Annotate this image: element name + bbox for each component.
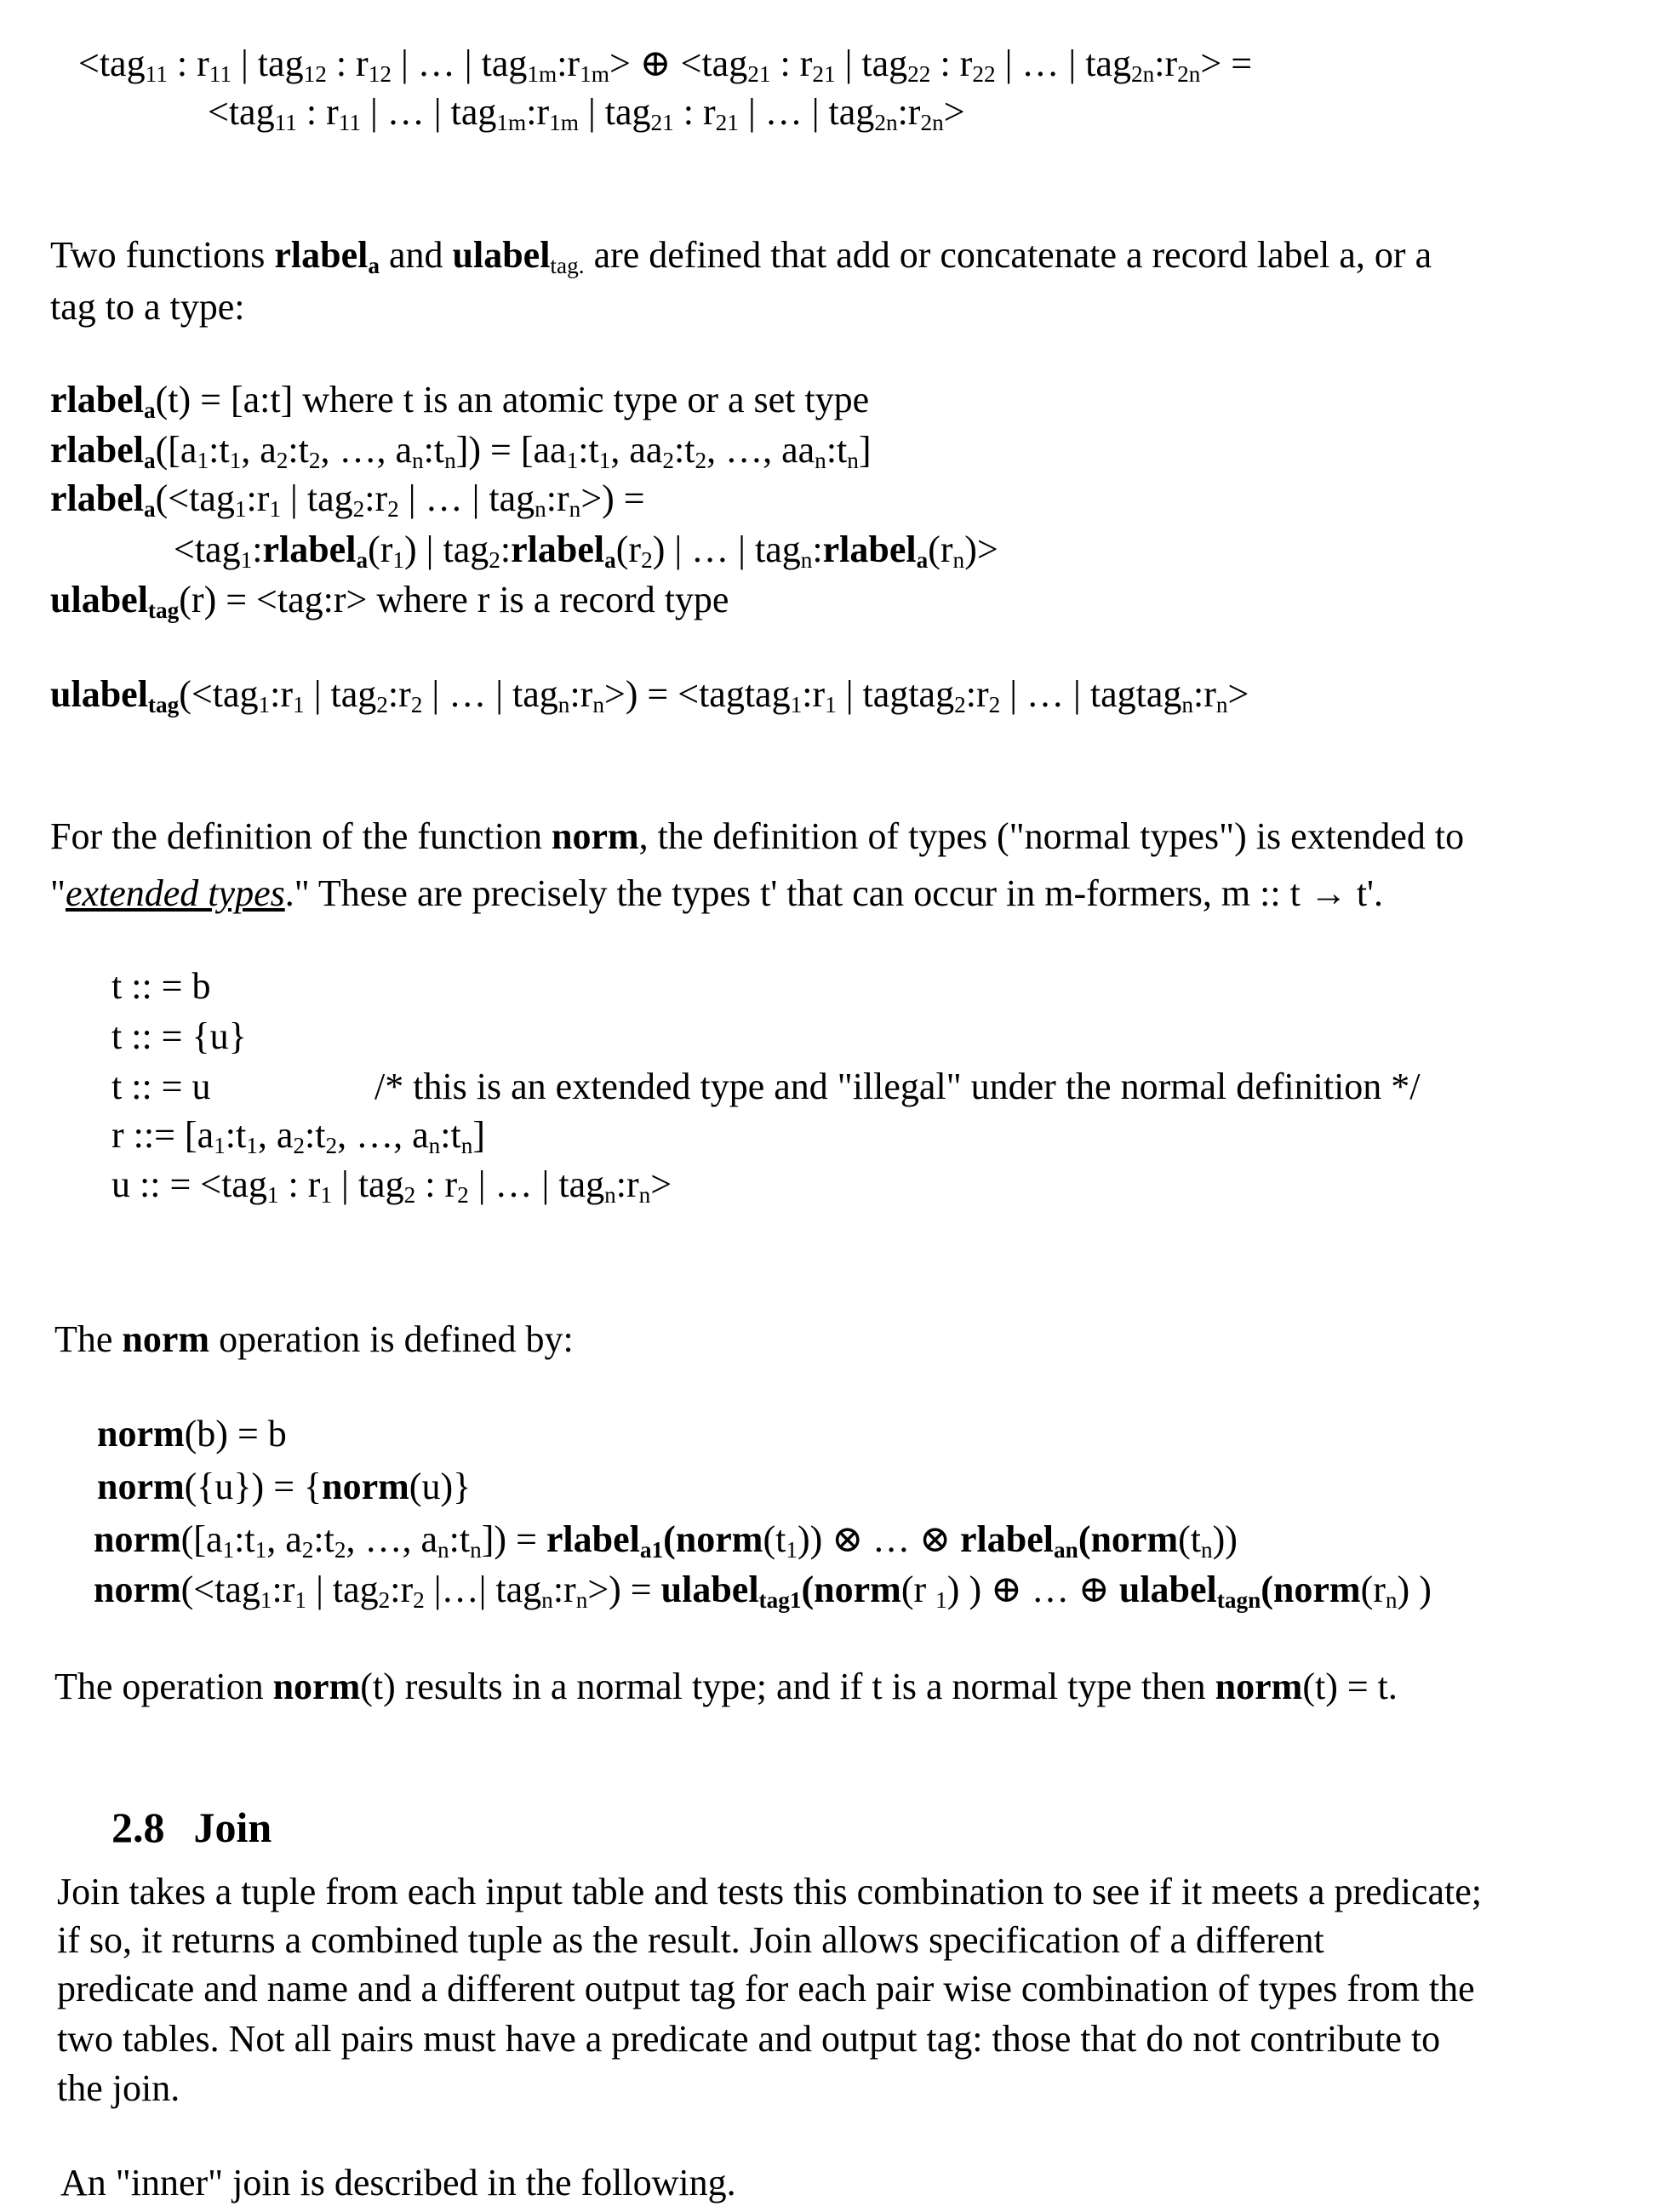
text-segment: ) ) ⊕ … ⊕ <box>947 1569 1119 1610</box>
bold-term: norm <box>94 1518 181 1560</box>
bold-term: norm <box>322 1466 409 1507</box>
text-segment: :t <box>226 1114 246 1156</box>
subscript-text: n <box>444 448 456 473</box>
subscript-text: 2 <box>411 692 423 717</box>
bold-term: norm <box>122 1318 209 1360</box>
subscript-text: n <box>437 1537 449 1563</box>
subscript-text: 1 <box>269 496 281 522</box>
rlabel-def-record <box>50 432 872 472</box>
subscript-text: 2 <box>353 496 365 522</box>
subscript-text: 11 <box>209 61 232 87</box>
text-segment: ]) = <box>482 1518 546 1560</box>
text-segment: (t) results in a normal type; and if t is a normal type then <box>360 1666 1215 1707</box>
text-segment: (t) = t. <box>1302 1666 1398 1707</box>
bold-term: rlabel <box>50 477 144 519</box>
subscript-text: n <box>639 1182 651 1208</box>
subscript-text: n <box>461 1133 473 1158</box>
bold-term: norm <box>94 1569 181 1610</box>
norm-result-statement <box>54 1668 1398 1706</box>
text-segment: > <box>1228 673 1249 715</box>
subscript-text: 1 <box>825 692 837 717</box>
text-segment: | … | tag <box>399 477 535 519</box>
text-segment: :r <box>1154 43 1177 84</box>
text-segment: :r <box>569 673 592 715</box>
grammar-r <box>111 1117 485 1157</box>
norm-intro-line-2 <box>50 875 1383 912</box>
subscript-text: n <box>541 1587 553 1613</box>
text-segment: (u)} <box>409 1466 471 1507</box>
text-segment: are defined that add or concatenate a record label a, or a <box>585 234 1432 276</box>
text-segment: | … | tag <box>469 1163 604 1205</box>
subscript-text: 2 <box>334 1537 346 1563</box>
text-segment: (t) = [a:t] where t is an atomic type or a set type <box>156 379 870 420</box>
subscript-text: 1 <box>599 448 611 473</box>
text-segment: (r <box>901 1569 935 1610</box>
text-segment: t :: = u <box>111 1066 211 1107</box>
text-segment: ) | … | tag <box>653 529 801 570</box>
text-segment: and <box>380 234 453 276</box>
subscript-text: 1 <box>293 692 305 717</box>
text-segment: >) = <box>580 477 644 519</box>
text-segment: :r <box>553 1569 576 1610</box>
text-segment: r ::= [a <box>111 1114 214 1156</box>
subscript-text: n <box>569 496 581 522</box>
text-segment: > <box>944 91 965 133</box>
text-segment: :r <box>616 1163 639 1205</box>
text-segment: | tag <box>305 673 377 715</box>
subscript-text: 2 <box>662 448 674 473</box>
text-segment: extended types <box>66 872 285 914</box>
bold-term: (norm <box>802 1569 901 1610</box>
bold-term: rlabel <box>546 1518 640 1560</box>
norm-defined-by <box>54 1321 574 1358</box>
text-segment: | tagtag <box>837 673 954 715</box>
subscript-text: 2 <box>489 547 500 573</box>
text-segment: :t <box>424 429 444 471</box>
text-segment: >) = <tagtag <box>604 673 791 715</box>
subscript-text: 2 <box>413 1587 425 1613</box>
text-segment: :r <box>557 43 580 84</box>
text-segment: :t <box>288 429 308 471</box>
subscript-text: n <box>1181 692 1193 717</box>
text-segment: operation is defined by: <box>209 1318 574 1360</box>
subscript-text: an <box>1054 1537 1078 1563</box>
subscript-text: tag. <box>550 253 584 278</box>
text-segment: | … | tag <box>739 91 874 133</box>
subscript-text: 2n <box>874 110 897 135</box>
text-segment: , …, aa <box>706 429 815 471</box>
bold-term: rlabel <box>50 429 144 471</box>
subscript-text: 1 <box>214 1133 226 1158</box>
text-segment: tag to a type: <box>50 286 245 328</box>
subscript-text: 1m <box>549 110 579 135</box>
text-segment: , aa <box>610 429 662 471</box>
text-segment: :r <box>1193 673 1216 715</box>
text-segment: :t <box>234 1518 254 1560</box>
text-segment: | tag <box>332 1163 404 1205</box>
norm-def-set <box>97 1468 471 1506</box>
text-segment: <tag <box>78 43 146 84</box>
section-heading <box>111 1806 272 1849</box>
join-paragraph-line: the join. <box>57 2070 180 2107</box>
subscript-text: 1m <box>496 110 526 135</box>
text-segment: > <box>650 1163 672 1205</box>
text-segment: : <box>812 529 822 570</box>
subscript-text: 2n <box>1131 61 1154 87</box>
subscript-text: 2 <box>309 448 321 473</box>
text-segment: :t <box>440 1114 460 1156</box>
text-segment: :t <box>209 429 229 471</box>
subscript-text: n <box>847 448 859 473</box>
rlabel-def-union-cont <box>174 531 998 572</box>
bold-term: rlabel <box>50 379 144 420</box>
subscript-text: a <box>356 547 368 573</box>
subscript-text: tag <box>148 692 179 717</box>
subscript-text: 1 <box>259 692 271 717</box>
text-segment: ] <box>472 1114 485 1156</box>
text-segment: /* this is an extended type and "illegal" under the normal definition */ <box>374 1066 1421 1107</box>
text-segment: | … | tag <box>392 43 527 84</box>
subscript-text: 1 <box>294 1587 306 1613</box>
text-segment: : r <box>674 91 716 133</box>
text-segment: u :: = <tag <box>111 1163 267 1205</box>
text-segment: (t <box>1178 1518 1201 1560</box>
bold-term: rlabel <box>511 529 604 570</box>
rlabel-def-union <box>50 480 645 521</box>
text-segment: For the definition of the function <box>50 815 552 857</box>
subscript-text: n <box>604 1182 616 1208</box>
text-segment: :r <box>802 673 825 715</box>
subscript-text: a <box>144 397 156 423</box>
text-segment: : <box>252 529 262 570</box>
bold-term: ulabel <box>50 579 148 620</box>
join-paragraph-line: two tables. Not all pairs must have a predicate and output tag: those that do not contribute to <box>57 2021 1440 2058</box>
subscript-text: 1m <box>527 61 557 87</box>
text-segment: :r <box>546 477 569 519</box>
text-segment: | … | tag <box>361 91 496 133</box>
label-functions-intro-line-2 <box>50 289 245 326</box>
text-segment: :r <box>898 91 921 133</box>
text-segment: : <box>500 529 511 570</box>
text-segment: <tag <box>174 529 241 570</box>
text-segment: : r <box>930 43 972 84</box>
text-segment: | … | tagtag <box>1000 673 1181 715</box>
text-segment: , a <box>266 1518 302 1560</box>
subscript-text: 1 <box>935 1587 947 1613</box>
subscript-text: 2 <box>695 448 706 473</box>
subscript-text: 2 <box>457 1182 469 1208</box>
subscript-text: tag1 <box>759 1587 802 1613</box>
grammar-u <box>111 1166 672 1207</box>
union-formula-line-2 <box>208 94 965 134</box>
bold-term: (norm <box>1078 1518 1178 1560</box>
subscript-text: 1 <box>260 1587 272 1613</box>
norm-def-union <box>94 1571 1432 1612</box>
text-segment: )> <box>964 529 998 570</box>
text-segment: > = <box>1200 43 1252 84</box>
text-segment: : r <box>327 43 369 84</box>
bold-term: ulabel <box>453 234 551 276</box>
subscript-text: a <box>604 547 616 573</box>
join-paragraph-line: if so, it returns a combined tuple as the result. Join allows specification of a different <box>57 1922 1324 1959</box>
grammar-comment <box>374 1068 1421 1106</box>
subscript-text: a <box>144 448 156 473</box>
text-segment: :t <box>313 1518 334 1560</box>
subscript-text: n <box>1386 1587 1398 1613</box>
text-segment: )) <box>1213 1518 1238 1560</box>
text-segment: : r <box>297 91 339 133</box>
text-segment: The operation <box>54 1666 273 1707</box>
text-segment: |…| tag <box>425 1569 541 1610</box>
subscript-text: 2 <box>293 1133 305 1158</box>
bold-term: ulabel <box>1119 1569 1217 1610</box>
bold-term: rlabel <box>274 234 368 276</box>
subscript-text: 1 <box>246 1133 258 1158</box>
subscript-text: tag <box>148 597 179 623</box>
text-segment: :r <box>364 477 387 519</box>
text-segment: | tag <box>232 43 304 84</box>
text-segment: The <box>54 1318 122 1360</box>
text-segment: ." These are precisely the types t' that can occur in m-formers, m :: t → t'. <box>285 872 1383 914</box>
bold-term: norm <box>552 815 639 857</box>
bold-term: norm <box>273 1666 361 1707</box>
grammar-t-b <box>111 968 211 1005</box>
subscript-text: 1 <box>791 692 803 717</box>
text-segment: , …, a <box>337 1114 429 1156</box>
text-segment: | tag <box>836 43 908 84</box>
subscript-text: 1 <box>255 1537 267 1563</box>
subscript-text: 1 <box>567 448 579 473</box>
subscript-text: 1m <box>580 61 609 87</box>
subscript-text: 11 <box>339 110 361 135</box>
text-segment: ]) = [aa <box>456 429 567 471</box>
subscript-text: 1 <box>223 1537 235 1563</box>
bold-term: rlabel <box>262 529 356 570</box>
text-segment: (r <box>616 529 641 570</box>
text-segment: | tag <box>579 91 651 133</box>
subscript-text: n <box>1201 1537 1213 1563</box>
text-segment: :r <box>247 477 270 519</box>
text-segment: :r <box>526 91 549 133</box>
subscript-text: 12 <box>369 61 392 87</box>
subscript-text: 1 <box>267 1182 279 1208</box>
text-segment: | … | tag <box>422 673 557 715</box>
subscript-text: 2 <box>404 1182 416 1208</box>
subscript-text: 1 <box>392 547 404 573</box>
text-segment: :t <box>449 1518 470 1560</box>
section-title: Join <box>194 1803 272 1851</box>
subscript-text: a1 <box>640 1537 663 1563</box>
subscript-text: n <box>558 692 570 717</box>
join-paragraph-line: Join takes a tuple from each input table and tests this combination to see if it meets a predicate; <box>57 1873 1482 1911</box>
bold-term: rlabel <box>960 1518 1054 1560</box>
text-segment: :r <box>388 673 411 715</box>
ulabel-def-record <box>50 581 729 622</box>
text-segment: :t <box>826 429 847 471</box>
grammar-t-u <box>111 1068 211 1106</box>
text-segment: <tag <box>208 91 275 133</box>
subscript-text: 2 <box>302 1537 314 1563</box>
subscript-text: n <box>801 547 813 573</box>
bold-term: ulabel <box>661 1569 759 1610</box>
subscript-text: 21 <box>812 61 835 87</box>
text-segment: Two functions <box>50 234 274 276</box>
subscript-text: 1 <box>320 1182 332 1208</box>
text-segment: :t <box>578 429 598 471</box>
subscript-text: a <box>144 496 156 522</box>
subscript-text: 2 <box>641 547 653 573</box>
text-segment: :r <box>270 673 293 715</box>
subscript-text: n <box>815 448 826 473</box>
text-segment: , a <box>241 429 277 471</box>
norm-def-b <box>97 1415 287 1453</box>
text-segment: ([a <box>181 1518 223 1560</box>
grammar-t-set <box>111 1018 247 1055</box>
subscript-text: 1 <box>786 1537 798 1563</box>
subscript-text: a <box>917 547 929 573</box>
text-segment: (b) = b <box>185 1413 287 1455</box>
text-segment: , …, a <box>346 1518 438 1560</box>
subscript-text: 1 <box>235 496 247 522</box>
text-segment: (t <box>763 1518 786 1560</box>
label-functions-intro-line-1 <box>50 237 1432 277</box>
subscript-text: 22 <box>972 61 995 87</box>
text-segment: : r <box>168 43 209 84</box>
text-segment: | tag <box>281 477 353 519</box>
text-segment: " <box>50 872 66 914</box>
subscript-text: 2n <box>920 110 943 135</box>
text-segment: ({u}) = { <box>185 1466 322 1507</box>
text-segment: , a <box>258 1114 294 1156</box>
text-segment: (r) = <tag:r> where r is a record type <box>179 579 729 620</box>
subscript-text: 12 <box>304 61 327 87</box>
subscript-text: 2 <box>379 1587 391 1613</box>
union-formula-line-1 <box>78 45 1252 86</box>
text-segment: , the definition of types ("normal types") is extended to <box>639 815 1464 857</box>
text-segment: )) ⊗ … ⊗ <box>798 1518 960 1560</box>
text-segment: : r <box>278 1163 320 1205</box>
text-segment: ([a <box>156 429 197 471</box>
subscript-text: 2 <box>325 1133 337 1158</box>
text-segment: | tag <box>306 1569 379 1610</box>
bold-term: norm <box>97 1466 185 1507</box>
text-segment: t :: = b <box>111 965 211 1007</box>
subscript-text: 2n <box>1177 61 1200 87</box>
text-segment: (<tag <box>179 673 258 715</box>
text-segment: ) | tag <box>404 529 489 570</box>
subscript-text: n <box>429 1133 441 1158</box>
text-segment: ] <box>859 429 872 471</box>
subscript-text: n <box>535 496 546 522</box>
subscript-text: 11 <box>146 61 168 87</box>
text-segment: :t <box>674 429 695 471</box>
text-segment: >) = <box>587 1569 660 1610</box>
text-segment: t :: = {u} <box>111 1015 247 1057</box>
bold-term: ulabel <box>50 673 148 715</box>
subscript-text: n <box>576 1587 588 1613</box>
text-segment: : r <box>770 43 812 84</box>
subscript-text: 11 <box>275 110 297 135</box>
subscript-text: n <box>592 692 604 717</box>
subscript-text: 22 <box>907 61 930 87</box>
join-paragraph-line: predicate and name and a different output tag for each pair wise combination of types from the <box>57 1970 1475 2008</box>
subscript-text: 21 <box>716 110 739 135</box>
subscript-text: n <box>412 448 424 473</box>
text-segment: | … | tag <box>996 43 1131 84</box>
text-segment: : r <box>415 1163 457 1205</box>
ulabel-def-union <box>50 676 1249 717</box>
bold-term: (norm <box>663 1518 763 1560</box>
text-segment: :t <box>305 1114 325 1156</box>
closing-sentence: An "inner" join is described in the following. <box>60 2164 736 2202</box>
rlabel-def-atomic <box>50 381 869 422</box>
bold-term: (norm <box>1261 1569 1360 1610</box>
subscript-text: n <box>953 547 965 573</box>
norm-def-record <box>94 1521 1238 1562</box>
text-segment: (r <box>1361 1569 1386 1610</box>
text-segment: :r <box>966 673 989 715</box>
text-segment: ) ) <box>1398 1569 1432 1610</box>
text-segment: :r <box>390 1569 413 1610</box>
section-number: 2.8 <box>111 1803 165 1851</box>
subscript-text: tagn <box>1217 1587 1261 1613</box>
bold-term: norm <box>97 1413 185 1455</box>
subscript-text: 1 <box>241 547 253 573</box>
text-segment: (r <box>928 529 952 570</box>
subscript-text: 21 <box>747 61 770 87</box>
subscript-text: 1 <box>197 448 209 473</box>
text-segment: (<tag <box>181 1569 260 1610</box>
subscript-text: 2 <box>387 496 399 522</box>
text-segment: , …, a <box>320 429 412 471</box>
subscript-text: n <box>1216 692 1228 717</box>
subscript-text: 21 <box>651 110 674 135</box>
bold-term: norm <box>1215 1666 1303 1707</box>
text-segment: > ⊕ <tag <box>609 43 747 84</box>
subscript-text: 2 <box>954 692 966 717</box>
subscript-text: n <box>470 1537 482 1563</box>
subscript-text: 2 <box>376 692 388 717</box>
subscript-text: a <box>368 253 380 278</box>
subscript-text: 2 <box>277 448 289 473</box>
subscript-text: 1 <box>230 448 242 473</box>
text-segment: (<tag <box>156 477 235 519</box>
norm-intro-line-1 <box>50 818 1464 855</box>
text-segment: (r <box>368 529 392 570</box>
bold-term: rlabel <box>823 529 917 570</box>
text-segment: :r <box>272 1569 295 1610</box>
subscript-text: 2 <box>989 692 1001 717</box>
